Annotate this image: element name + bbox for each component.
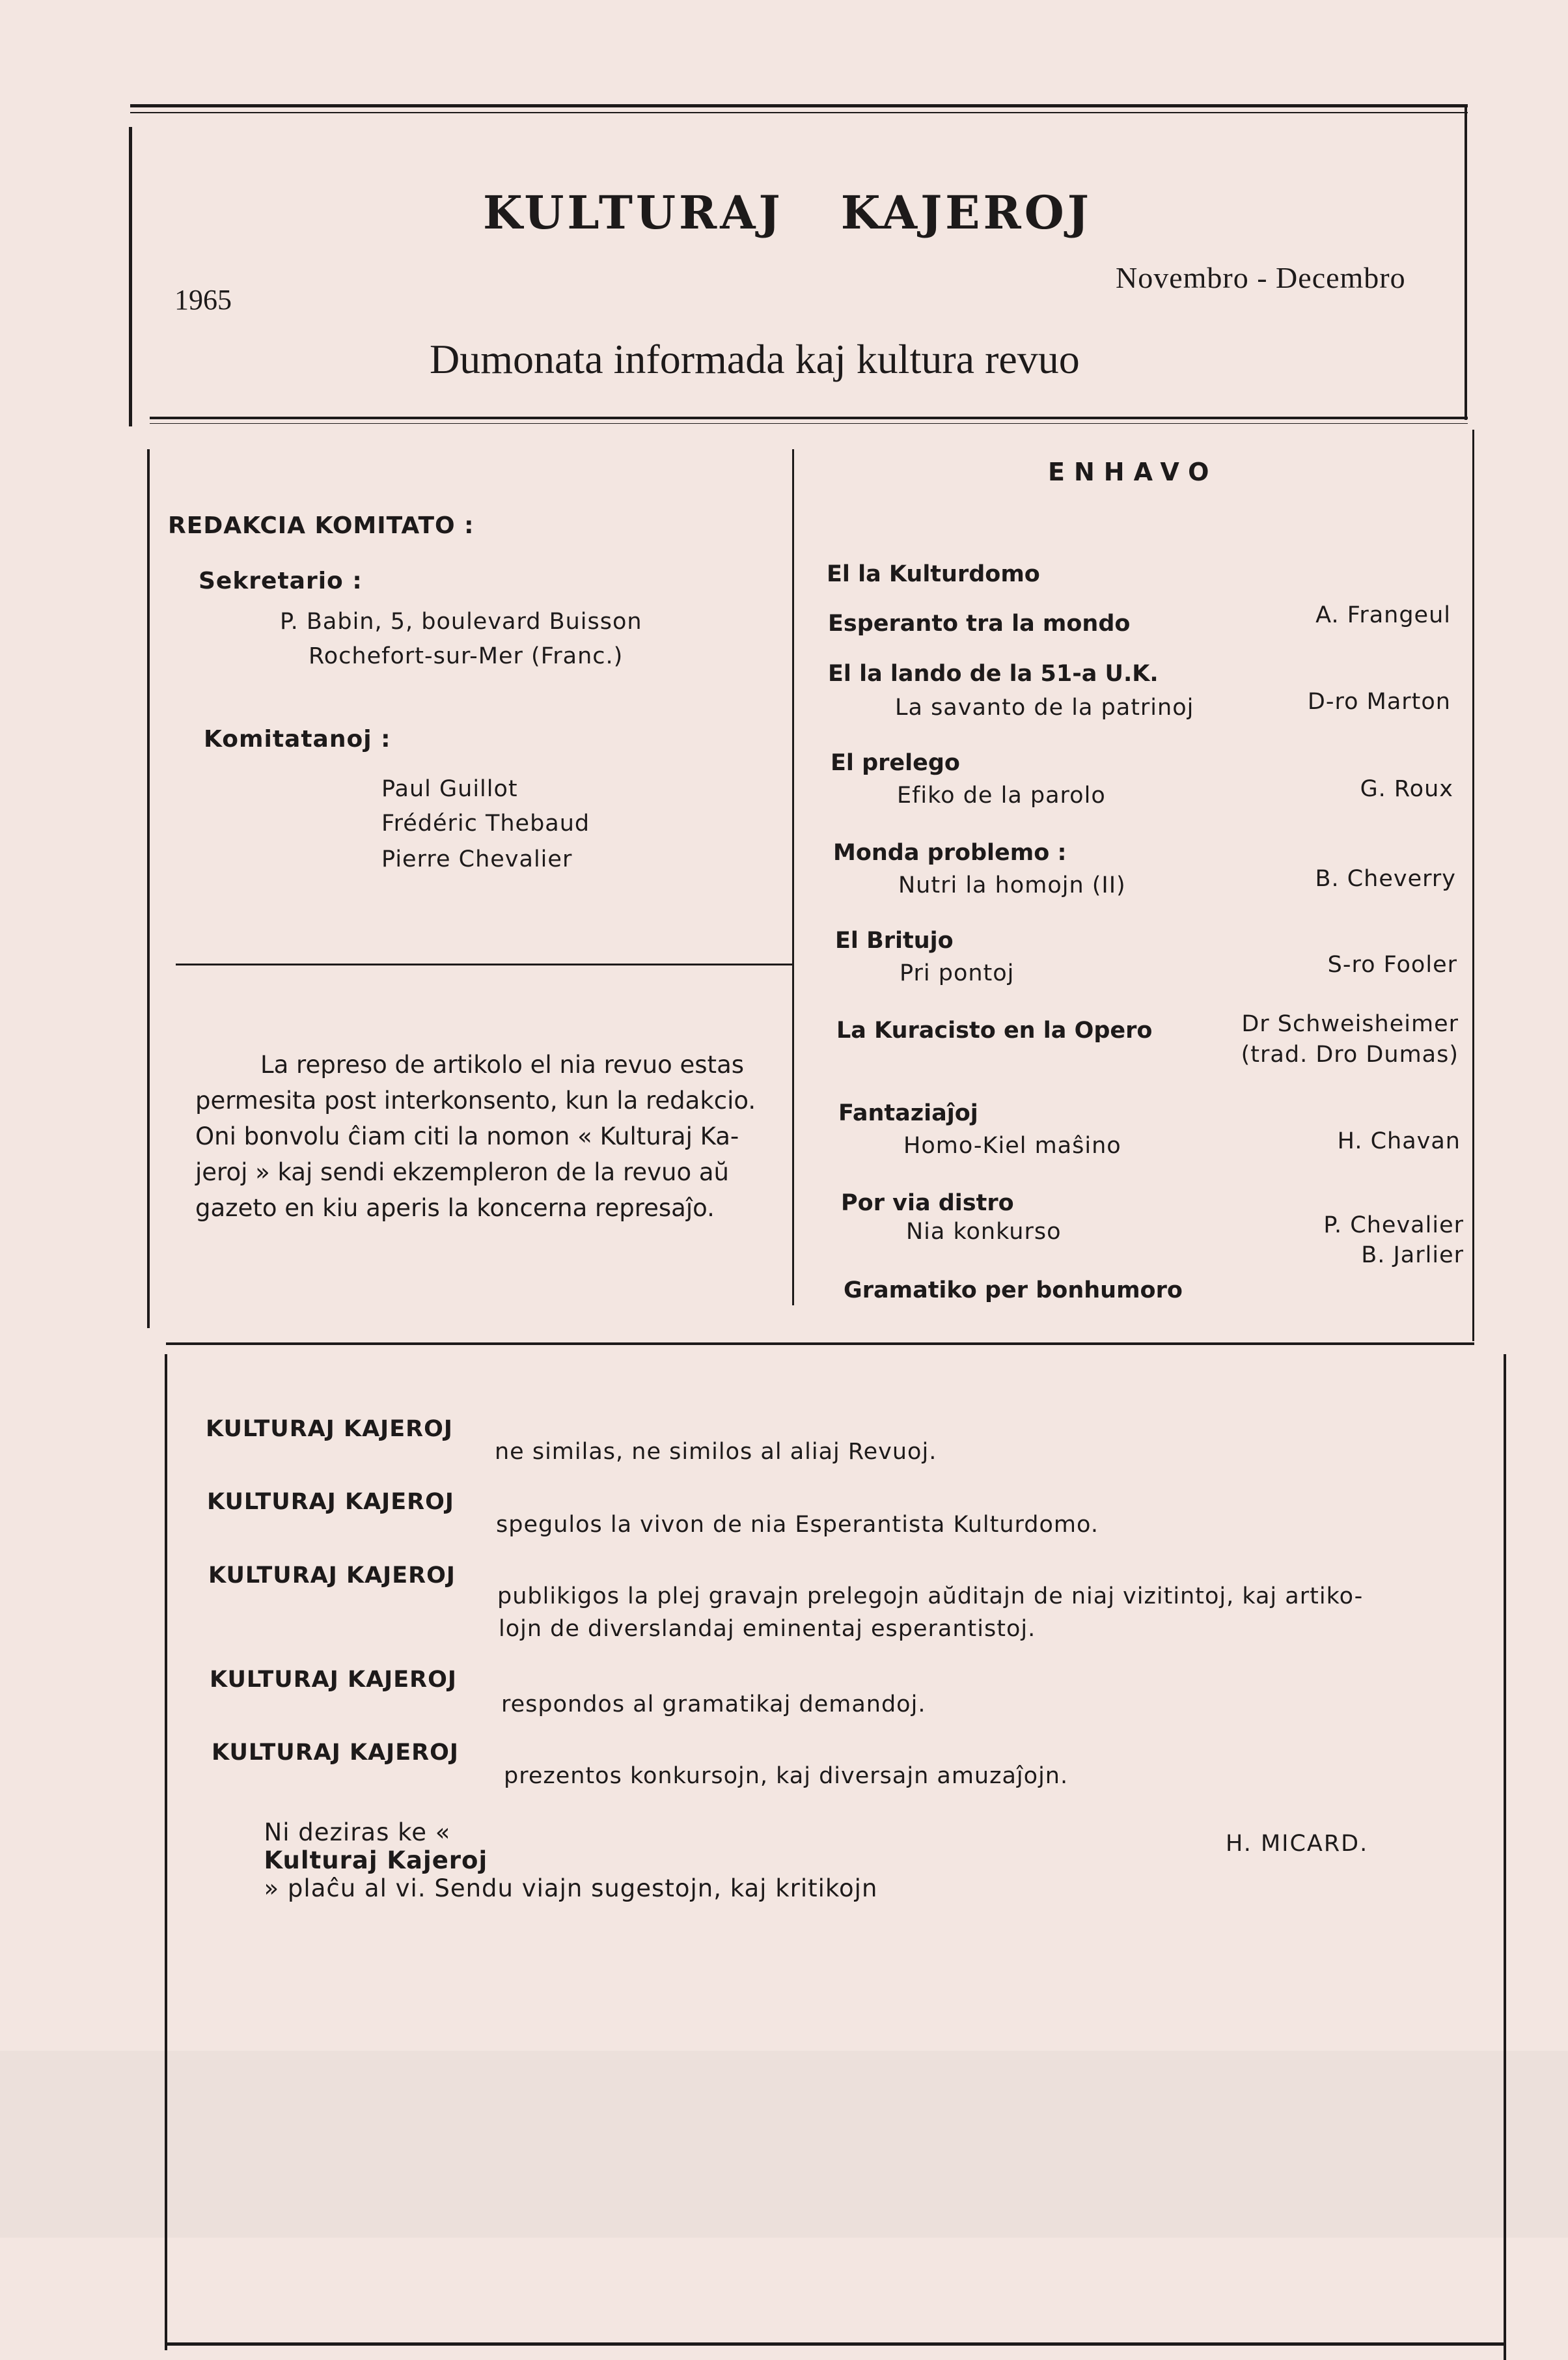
frame-left-border-middle: [147, 449, 150, 1328]
slogan-text: publikigos la plej gravajn prelegojn aŭditajn de niaj vizitintoj, kaj artiko-: [497, 1583, 1364, 1609]
slogan-text: respondos al gramatikaj demandoj.: [501, 1691, 926, 1717]
committee-heading: REDAKCIA KOMITATO :: [168, 512, 475, 539]
toc-author: G. Roux: [1360, 776, 1453, 802]
toc-author: D-ro Marton: [1307, 689, 1451, 715]
slogan-brand: KULTURAJ KAJEROJ: [207, 1489, 454, 1515]
toc-article-title: Nia konkurso: [906, 1219, 1062, 1245]
slogan-text: ne similas, ne similos al aliaj Revuoj.: [495, 1439, 937, 1465]
issue-year: 1965: [174, 284, 232, 316]
magazine-title: KULTURAJ KAJEROJ: [483, 186, 1092, 240]
issue-months: Novembro - Decembro: [1116, 261, 1406, 294]
toc-section: Esperanto tra la mondo: [828, 611, 1131, 637]
magazine-subtitle: Dumonata informada kaj kultura revuo: [430, 336, 1080, 382]
toc-translator: (trad. Dro Dumas): [1241, 1042, 1459, 1068]
toc-article-title: La savanto de la patrinoj: [895, 695, 1194, 721]
slogan-brand: KULTURAJ KAJEROJ: [208, 1562, 456, 1589]
toc-section: El la Kulturdomo: [827, 561, 1040, 587]
notice-line: gazeto en kiu aperis la koncerna represaĵo.: [195, 1194, 715, 1222]
frame-right-border-top: [1465, 107, 1467, 420]
frame-right-border-middle: [1472, 430, 1474, 1341]
toc-author: A. Frangeul: [1315, 602, 1451, 628]
toc-section: Fantaziaĵoj: [838, 1100, 978, 1126]
contents-bottom-divider: [166, 1342, 1474, 1345]
closing-text-start: Ni deziras ke «: [264, 1818, 451, 1846]
members-label: Komitatanoj :: [204, 726, 391, 753]
frame-top-border: [130, 104, 1468, 107]
toc-article-title: Efiko de la parolo: [897, 783, 1106, 809]
slogan-text-continued: lojn de diverslandaj eminentaj esperantistoj.: [499, 1616, 1036, 1642]
secretary-address-line2: Rochefort-sur-Mer (Franc.): [309, 643, 624, 669]
notice-line: Oni bonvolu ĉiam citi la nomon « Kulturaj Ka-: [195, 1122, 739, 1150]
closing-text-end: » plaĉu al vi. Sendu viajn sugestojn, kaj kritikojn: [264, 1874, 878, 1902]
frame-right-border-bottom: [1504, 1354, 1506, 2360]
reprint-notice: [195, 1047, 807, 1226]
frame-top-border-inner: [130, 112, 1468, 113]
closing-brand: Kulturaj Kajeroj: [264, 1846, 488, 1874]
toc-section: La Kuracisto en la Opero: [836, 1018, 1153, 1044]
signature: H. MICARD.: [1226, 1831, 1369, 1857]
toc-author: H. Chavan: [1337, 1128, 1461, 1154]
toc-section: El prelego: [831, 750, 960, 776]
masthead-divider-inner: [150, 423, 1468, 424]
toc-author: B. Cheverry: [1315, 866, 1456, 892]
toc-author: B. Jarlier: [1361, 1242, 1464, 1268]
notice-line: La represo de artikolo el nia revuo estas: [260, 1051, 745, 1079]
slogan-text: prezentos konkursojn, kaj diversajn amuzaĵojn.: [504, 1763, 1069, 1789]
toc-author: S-ro Fooler: [1327, 952, 1457, 978]
slogan-text: spegulos la vivon de nia Esperantista Kulturdomo.: [496, 1512, 1099, 1538]
closing-sentence: [247, 1790, 877, 1902]
toc-author: P. Chevalier: [1323, 1212, 1464, 1238]
secretary-label: Sekretario :: [199, 568, 363, 594]
notice-line: jeroj » kaj sendi ekzempleron de la revuo aŭ: [195, 1158, 729, 1186]
committee-member: Pierre Chevalier: [381, 846, 573, 872]
slogan-brand: KULTURAJ KAJEROJ: [212, 1740, 459, 1766]
toc-section: Por via distro: [841, 1190, 1014, 1216]
frame-left-border: [129, 127, 132, 426]
committee-divider: [176, 964, 794, 965]
toc-author: Dr Schweisheimer: [1241, 1011, 1459, 1037]
slogan-brand: KULTURAJ KAJEROJ: [206, 1416, 453, 1442]
slogan-brand: KULTURAJ KAJEROJ: [210, 1667, 457, 1693]
toc-section: El Britujo: [835, 928, 954, 954]
contents-heading: ENHAVO: [1048, 458, 1218, 486]
committee-member: Frédéric Thebaud: [381, 811, 590, 837]
masthead-divider: [150, 417, 1468, 419]
notice-line: permesita post interkonsento, kun la redakcio.: [195, 1087, 756, 1115]
page-bottom-margin: [0, 2051, 1568, 2238]
secretary-address-line1: P. Babin, 5, boulevard Buisson: [280, 609, 642, 635]
toc-section: El la lando de la 51-a U.K.: [828, 661, 1159, 687]
frame-bottom-border: [166, 2342, 1504, 2346]
committee-member: Paul Guillot: [381, 776, 518, 802]
toc-section: Monda problemo :: [833, 840, 1067, 866]
toc-article-title: Nutri la homojn (II): [898, 872, 1126, 898]
toc-section: Gramatiko per bonhumoro: [844, 1277, 1183, 1303]
toc-article-title: Pri pontoj: [900, 960, 1015, 986]
frame-left-border-bottom: [165, 1354, 167, 2350]
toc-article-title: Homo-Kiel maŝino: [903, 1133, 1121, 1159]
